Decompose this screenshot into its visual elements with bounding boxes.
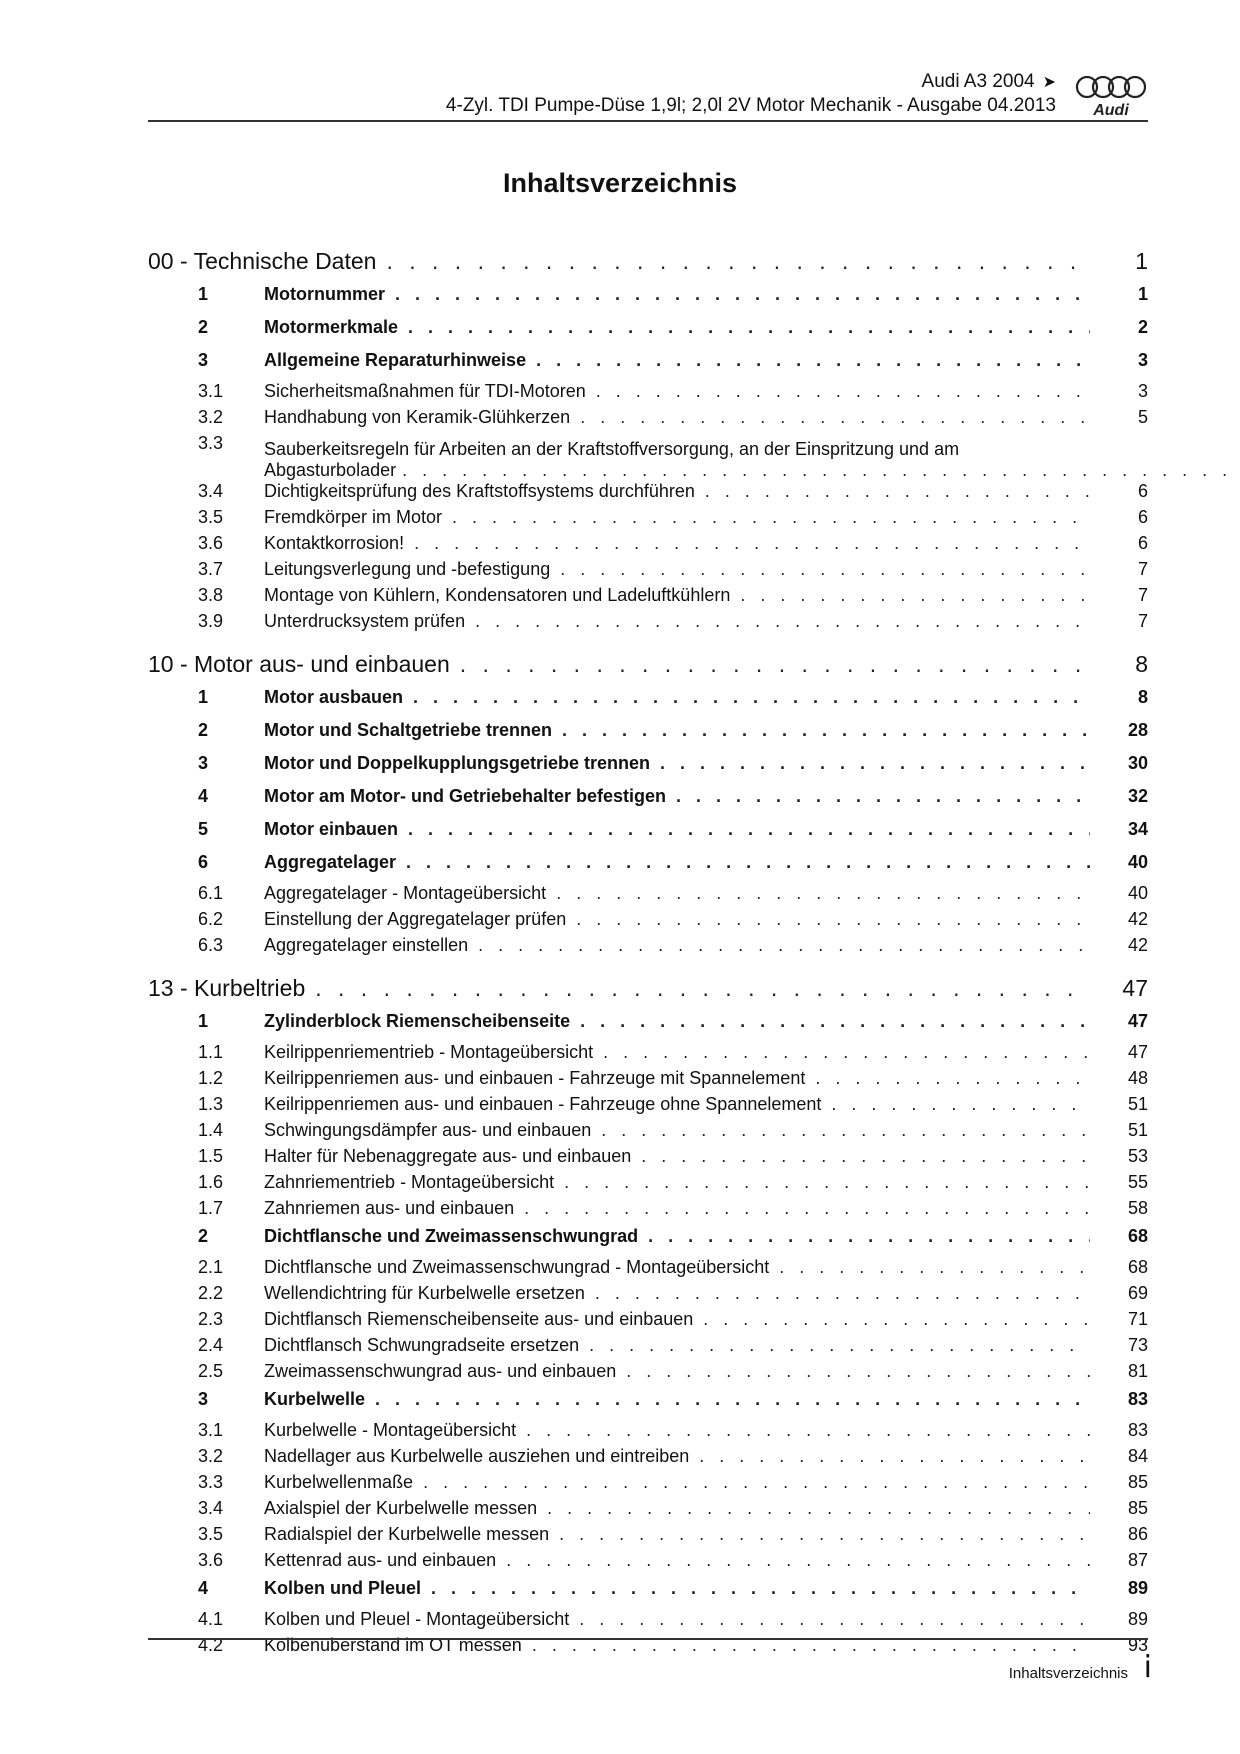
- toc-page-number: 2: [1137, 317, 1148, 337]
- toc-leader-dots: [375, 1389, 1090, 1410]
- toc-page-number: 1: [1135, 248, 1148, 274]
- toc-section-entry[interactable]: [148, 1224, 1148, 1257]
- toc-subsection-number: 6.1: [198, 883, 224, 903]
- toc-page-number: 86: [1127, 1524, 1148, 1544]
- toc-subsection-entry[interactable]: [148, 1068, 1148, 1094]
- toc-leader-dots: [414, 533, 1090, 554]
- toc-subsection-title: Kurbelwellenmaße: [264, 1472, 414, 1492]
- toc-page-number: 47: [1122, 975, 1148, 1001]
- toc-leader-dots: [526, 1420, 1090, 1441]
- toc-page-number: 71: [1127, 1309, 1148, 1329]
- toc-subsection-entry[interactable]: [148, 507, 1148, 533]
- toc-section-entry[interactable]: [148, 315, 1148, 348]
- toc-leader-dots: [595, 1283, 1090, 1304]
- toc-subsection-number: 3.3: [198, 433, 224, 453]
- toc-subsection-title: Kontaktkorrosion!: [264, 533, 405, 553]
- toc-leader-dots: [536, 350, 1090, 371]
- toc-leader-dots: [676, 786, 1090, 807]
- toc-section-title: Kolben und Pleuel: [264, 1578, 422, 1598]
- toc-section-entry[interactable]: [148, 751, 1148, 784]
- toc-page-number: 89: [1127, 1609, 1148, 1629]
- toc-leader-dots: [423, 1472, 1090, 1493]
- toc-page-number: 47: [1127, 1011, 1148, 1031]
- toc-subsection-title: Schwingungsdämpfer aus- und einbauen: [264, 1120, 592, 1140]
- toc-subsection-title: Kettenrad aus- und einbauen: [264, 1550, 497, 1570]
- toc-subsection-entry[interactable]: [148, 1309, 1148, 1335]
- toc-section-entry[interactable]: [148, 685, 1148, 718]
- toc-chapter-title: 10 - Motor aus- und einbauen: [148, 651, 450, 677]
- toc-subsection-title: Unterdrucksystem prüfen: [264, 611, 466, 631]
- toc-section-entry[interactable]: [148, 850, 1148, 883]
- toc-leader-dots: [626, 1361, 1090, 1382]
- toc-subsection-title: Einstellung der Aggregatelager prüfen: [264, 909, 567, 929]
- toc-leader-dots: [559, 1524, 1090, 1545]
- toc-section-number: 4: [198, 786, 209, 806]
- toc-leader-dots: [831, 1094, 1090, 1115]
- toc-subsection-number: 2.1: [198, 1257, 224, 1277]
- toc-subsection-entry[interactable]: [148, 407, 1148, 433]
- toc-subsection-entry[interactable]: [148, 1550, 1148, 1576]
- toc-section-title: Motor ausbauen: [264, 687, 404, 707]
- toc-subsection-number: 3.3: [198, 1472, 224, 1492]
- toc-leader-dots: [660, 753, 1090, 774]
- toc-subsection-entry[interactable]: [148, 481, 1148, 507]
- toc-subsection-number: 4.2: [198, 1635, 224, 1655]
- toc-section-number: 2: [198, 317, 209, 337]
- toc-leader-dots: [431, 1578, 1090, 1599]
- toc-page-number: 85: [1127, 1498, 1148, 1518]
- toc-section-entry[interactable]: [148, 718, 1148, 751]
- toc-subsection-title: Dichtflansche und Zweimassenschwungrad - Montageübersicht: [264, 1257, 770, 1277]
- toc-subsection-title: Nadellager aus Kurbelwelle ausziehen und eintreiben: [264, 1446, 690, 1466]
- toc-subsection-title-continued: Abgasturbolader: [264, 460, 397, 480]
- toc-subsection-title: Montage von Kühlern, Kondensatoren und Ladeluftkühlern: [264, 585, 731, 605]
- toc-subsection-number: 3.7: [198, 559, 224, 579]
- toc-leader-dots: [576, 909, 1090, 930]
- toc-subsection-number: 3.2: [198, 1446, 224, 1466]
- toc-subsection-entry[interactable]: [148, 1335, 1148, 1361]
- table-of-contents: [148, 240, 1148, 1661]
- toc-page-number: 83: [1127, 1420, 1148, 1440]
- toc-subsection-number: 3.4: [198, 1498, 224, 1518]
- header-divider: [148, 120, 1148, 122]
- toc-subsection-entry[interactable]: [148, 559, 1148, 585]
- toc-section-number: 6: [198, 852, 209, 872]
- toc-subsection-title: Aggregatelager einstellen: [264, 935, 469, 955]
- toc-subsection-number: 3.8: [198, 585, 224, 605]
- toc-section-number: 3: [198, 1389, 209, 1409]
- toc-leader-dots: [580, 407, 1090, 428]
- toc-subsection-entry[interactable]: [148, 1283, 1148, 1309]
- toc-subsection-entry[interactable]: [148, 909, 1148, 935]
- toc-subsection-number: 1.5: [198, 1146, 224, 1166]
- footer-page-number: i: [1143, 1650, 1152, 1685]
- toc-leader-dots: [408, 317, 1090, 338]
- toc-section-number: 5: [198, 819, 209, 839]
- toc-subsection-title: Handhabung von Keramik-Glühkerzen: [264, 407, 571, 427]
- toc-subsection-number: 2.2: [198, 1283, 224, 1303]
- toc-leader-dots: [547, 1498, 1090, 1519]
- toc-subsection-entry[interactable]: [148, 1172, 1148, 1198]
- page-title: Inhaltsverzeichnis: [502, 168, 738, 198]
- toc-leader-dots: [641, 1146, 1090, 1167]
- toc-leader-dots: [564, 1172, 1090, 1193]
- toc-page-number: 68: [1127, 1226, 1148, 1246]
- toc-page-number: 3: [1137, 350, 1148, 370]
- toc-subsection-number: 3.1: [198, 1420, 224, 1440]
- toc-chapter-entry[interactable]: [148, 651, 1148, 685]
- toc-leader-dots: [413, 687, 1090, 708]
- toc-chapter-title: 13 - Kurbeltrieb: [148, 975, 306, 1001]
- toc-page-number: 84: [1127, 1446, 1148, 1466]
- toc-leader-dots: [402, 460, 1240, 481]
- toc-page-number: 47: [1127, 1042, 1148, 1062]
- toc-leader-dots: [699, 1446, 1090, 1467]
- toc-leader-dots: [705, 481, 1090, 502]
- toc-subsection-number: 1.1: [198, 1042, 224, 1062]
- footer-label: Inhaltsverzeichnis: [1008, 1665, 1128, 1682]
- toc-page-number: 8: [1135, 651, 1148, 677]
- toc-subsection-entry[interactable]: [148, 433, 1148, 481]
- toc-page-number: 7: [1137, 585, 1148, 605]
- toc-page-number: 48: [1127, 1068, 1148, 1088]
- toc-page-number: 83: [1127, 1389, 1148, 1409]
- toc-section-entry[interactable]: [148, 784, 1148, 817]
- toc-subsection-entry[interactable]: [148, 1094, 1148, 1120]
- toc-section-title: Motor einbauen: [264, 819, 398, 839]
- toc-page-number: 40: [1127, 883, 1148, 903]
- toc-subsection-number: 1.4: [198, 1120, 224, 1140]
- toc-page-number: 85: [1127, 1472, 1148, 1492]
- toc-subsection-number: 6.2: [198, 909, 224, 929]
- toc-page-number: 6: [1137, 507, 1148, 527]
- toc-section-number: 3: [198, 350, 209, 370]
- toc-section-title: Motor am Motor- und Getriebehalter befestigen: [264, 786, 667, 806]
- toc-subsection-title: Radialspiel der Kurbelwelle messen: [264, 1524, 550, 1544]
- toc-page-number: 6: [1137, 533, 1148, 553]
- toc-page-number: 73: [1127, 1335, 1148, 1355]
- toc-section-entry[interactable]: [148, 282, 1148, 315]
- toc-subsection-title: Kurbelwelle - Montageübersicht: [264, 1420, 517, 1440]
- toc-section-number: 2: [198, 720, 209, 740]
- toc-subsection-entry[interactable]: [148, 883, 1148, 909]
- toc-leader-dots: [560, 559, 1090, 580]
- toc-subsection-title: Kolbenüberstand im OT messen: [264, 1635, 522, 1655]
- toc-subsection-title: Fremdkörper im Motor: [264, 507, 443, 527]
- toc-section-entry[interactable]: [148, 1387, 1148, 1420]
- toc-leader-dots: [386, 248, 1090, 275]
- toc-page-number: 42: [1127, 909, 1148, 929]
- toc-section-title: Kurbelwelle: [264, 1389, 366, 1409]
- toc-leader-dots: [506, 1550, 1090, 1571]
- toc-page-number: 40: [1127, 852, 1148, 872]
- toc-page-number: 30: [1127, 753, 1148, 773]
- toc-subsection-number: 2.4: [198, 1335, 224, 1355]
- toc-leader-dots: [589, 1335, 1090, 1356]
- toc-subsection-number: 1.3: [198, 1094, 224, 1114]
- toc-subsection-entry[interactable]: [148, 1609, 1148, 1635]
- toc-subsection-title: Keilrippenriemen aus- und einbauen - Fahrzeuge ohne Spannelement: [264, 1094, 822, 1114]
- toc-leader-dots: [452, 507, 1090, 528]
- toc-subsection-entry[interactable]: [148, 585, 1148, 611]
- toc-subsection-number: 3.2: [198, 407, 224, 427]
- toc-subsection-entry[interactable]: [148, 1498, 1148, 1524]
- toc-page-number: 89: [1127, 1578, 1148, 1598]
- toc-page-number: 34: [1127, 819, 1148, 839]
- header-text: [446, 70, 1056, 118]
- toc-chapter-entry[interactable]: [148, 975, 1148, 1009]
- toc-section-number: 1: [198, 687, 209, 707]
- toc-page-number: 51: [1127, 1094, 1148, 1114]
- toc-leader-dots: [408, 819, 1090, 840]
- toc-page-number: 68: [1127, 1257, 1148, 1277]
- toc-leader-dots: [601, 1120, 1090, 1141]
- toc-subsection-entry[interactable]: [148, 533, 1148, 559]
- footer-divider: [148, 1638, 1148, 1640]
- toc-subsection-title: Halter für Nebenaggregate aus- und einbauen: [264, 1146, 632, 1166]
- toc-subsection-title: Dichtflansch Riemenscheibenseite aus- und einbauen: [264, 1309, 694, 1329]
- toc-page-number: 87: [1127, 1550, 1148, 1570]
- arrow-right-icon: ➤: [1042, 74, 1056, 91]
- toc-subsection-number: 2.3: [198, 1309, 224, 1329]
- toc-section-title: Zylinderblock Riemenscheibenseite: [264, 1011, 571, 1031]
- toc-chapter-entry[interactable]: [148, 248, 1148, 282]
- toc-section-title: Allgemeine Reparaturhinweise: [264, 350, 527, 370]
- toc-page-number: 93: [1127, 1635, 1148, 1655]
- toc-subsection-number: 3.5: [198, 1524, 224, 1544]
- toc-subsection-number: 1.6: [198, 1172, 224, 1192]
- toc-subsection-number: 3.5: [198, 507, 224, 527]
- toc-leader-dots: [524, 1198, 1090, 1219]
- toc-leader-dots: [703, 1309, 1090, 1330]
- toc-section-entry[interactable]: [148, 817, 1148, 850]
- toc-subsection-title: Zahnriemen aus- und einbauen: [264, 1198, 515, 1218]
- toc-page-number: 51: [1127, 1120, 1148, 1140]
- toc-section-number: 3: [198, 753, 209, 773]
- toc-subsection-title: Wellendichtring für Kurbelwelle ersetzen: [264, 1283, 585, 1303]
- toc-subsection-title: Dichtigkeitsprüfung des Kraftstoffsystems durchführen: [264, 481, 695, 501]
- toc-subsection-number: 3.1: [198, 381, 224, 401]
- toc-subsection-number: 3.4: [198, 481, 224, 501]
- toc-subsection-entry[interactable]: [148, 1146, 1148, 1172]
- toc-subsection-entry[interactable]: [148, 1472, 1148, 1498]
- toc-page-number: 3: [1137, 381, 1148, 401]
- toc-section-entry[interactable]: [148, 1009, 1148, 1042]
- toc-subsection-entry[interactable]: [148, 1198, 1148, 1224]
- toc-subsection-title: Zahnriementrieb - Montageübersicht: [264, 1172, 555, 1192]
- toc-leader-dots: [740, 585, 1090, 606]
- toc-leader-dots: [556, 883, 1090, 904]
- toc-page-number: 6: [1137, 481, 1148, 501]
- toc-subsection-title: Keilrippenriementrieb - Montageübersicht: [264, 1042, 594, 1062]
- toc-section-title: Motornummer: [264, 284, 385, 304]
- toc-page-number: 69: [1127, 1283, 1148, 1303]
- toc-subsection-title: Kolben und Pleuel - Montageübersicht: [264, 1609, 570, 1629]
- toc-section-number: 4: [198, 1578, 209, 1598]
- toc-subsection-entry[interactable]: [148, 935, 1148, 961]
- toc-subsection-entry[interactable]: [148, 1042, 1148, 1068]
- toc-subsection-entry[interactable]: [148, 1257, 1148, 1283]
- toc-subsection-title: Keilrippenriemen aus- und einbauen - Fahrzeuge mit Spannelement: [264, 1068, 806, 1088]
- toc-page-number: 1: [1137, 284, 1148, 304]
- toc-subsection-number: 3.6: [198, 533, 224, 553]
- toc-page-number: 58: [1127, 1198, 1148, 1218]
- toc-page-number: 5: [1137, 407, 1148, 427]
- toc-subsection-entry[interactable]: [148, 611, 1148, 637]
- toc-section-title: Aggregatelager: [264, 852, 397, 872]
- header-subtitle: 4-Zyl. TDI Pumpe-Düse 1,9l; 2,0l 2V Motor Mechanik - Ausgabe 04.2013: [445, 95, 1056, 116]
- page-header: [148, 70, 1148, 122]
- toc-section-number: 2: [198, 1226, 209, 1246]
- toc-subsection-number: 3.9: [198, 611, 224, 631]
- toc-page-number: 55: [1127, 1172, 1148, 1192]
- toc-leader-dots: [580, 1011, 1090, 1032]
- toc-leader-dots: [562, 720, 1090, 741]
- toc-section-title: Dichtflansche und Zweimassenschwungrad: [264, 1226, 639, 1246]
- toc-leader-dots: [603, 1042, 1090, 1063]
- toc-leader-dots: [395, 284, 1090, 305]
- toc-section-title: Motormerkmale: [264, 317, 399, 337]
- toc-subsection-entry[interactable]: [148, 1524, 1148, 1550]
- toc-page-number: 53: [1127, 1146, 1148, 1166]
- toc-section-number: 1: [198, 1011, 209, 1031]
- toc-page-number: 42: [1127, 935, 1148, 955]
- toc-subsection-entry[interactable]: [148, 1361, 1148, 1387]
- toc-page-number: 8: [1137, 687, 1148, 707]
- toc-subsection-entry[interactable]: [148, 1120, 1148, 1146]
- toc-page-number: 81: [1127, 1361, 1148, 1381]
- toc-subsection-entry[interactable]: [148, 1446, 1148, 1472]
- toc-subsection-title: Axialspiel der Kurbelwelle messen: [264, 1498, 538, 1518]
- toc-subsection-entry[interactable]: [148, 381, 1148, 407]
- toc-subsection-title: Sauberkeitsregeln für Arbeiten an der Kraftstoffversorgung, an der Einspritzung und am: [264, 439, 960, 459]
- toc-page-number: 7: [1137, 611, 1148, 631]
- toc-subsection-number: 1.2: [198, 1068, 224, 1088]
- logo-text: Audi: [1093, 102, 1129, 118]
- toc-chapter-title: 00 - Technische Daten: [148, 248, 377, 274]
- header-model: Audi A3 2004: [921, 71, 1035, 92]
- toc-subsection-number: 3.6: [198, 1550, 224, 1570]
- audi-rings-logo: [1074, 74, 1148, 118]
- toc-leader-dots: [648, 1226, 1090, 1247]
- toc-leader-dots: [596, 381, 1090, 402]
- toc-page-number: 32: [1127, 786, 1148, 806]
- toc-leader-dots: [475, 611, 1090, 632]
- toc-subsection-number: 4.1: [198, 1609, 224, 1629]
- toc-leader-dots: [315, 975, 1090, 1002]
- toc-leader-dots: [406, 852, 1090, 873]
- toc-subsection-title: Sicherheitsmaßnahmen für TDI-Motoren: [264, 381, 586, 401]
- toc-subsection-title: Aggregatelager - Montageübersicht: [264, 883, 547, 903]
- toc-subsection-number: 1.7: [198, 1198, 224, 1218]
- toc-leader-dots: [579, 1609, 1090, 1630]
- toc-subsection-number: 6.3: [198, 935, 224, 955]
- toc-subsection-title: Leitungsverlegung und -befestigung: [264, 559, 551, 579]
- toc-subsection-entry[interactable]: [148, 1420, 1148, 1446]
- toc-leader-dots: [779, 1257, 1090, 1278]
- toc-subsection-number: 2.5: [198, 1361, 224, 1381]
- toc-leader-dots: [478, 935, 1090, 956]
- toc-subsection-title: Zweimassenschwungrad aus- und einbauen: [264, 1361, 617, 1381]
- toc-section-title: Motor und Doppelkupplungsgetriebe trennen: [264, 753, 650, 773]
- toc-section-title: Motor und Schaltgetriebe trennen: [264, 720, 553, 740]
- toc-subsection-title: Dichtflansch Schwungradseite ersetzen: [264, 1335, 580, 1355]
- toc-page-number: 28: [1127, 720, 1148, 740]
- toc-page-number: 7: [1137, 559, 1148, 579]
- toc-leader-dots: [460, 651, 1090, 678]
- toc-section-number: 1: [198, 284, 209, 304]
- toc-leader-dots: [815, 1068, 1090, 1089]
- toc-section-entry[interactable]: [148, 348, 1148, 381]
- toc-section-entry[interactable]: [148, 1576, 1148, 1609]
